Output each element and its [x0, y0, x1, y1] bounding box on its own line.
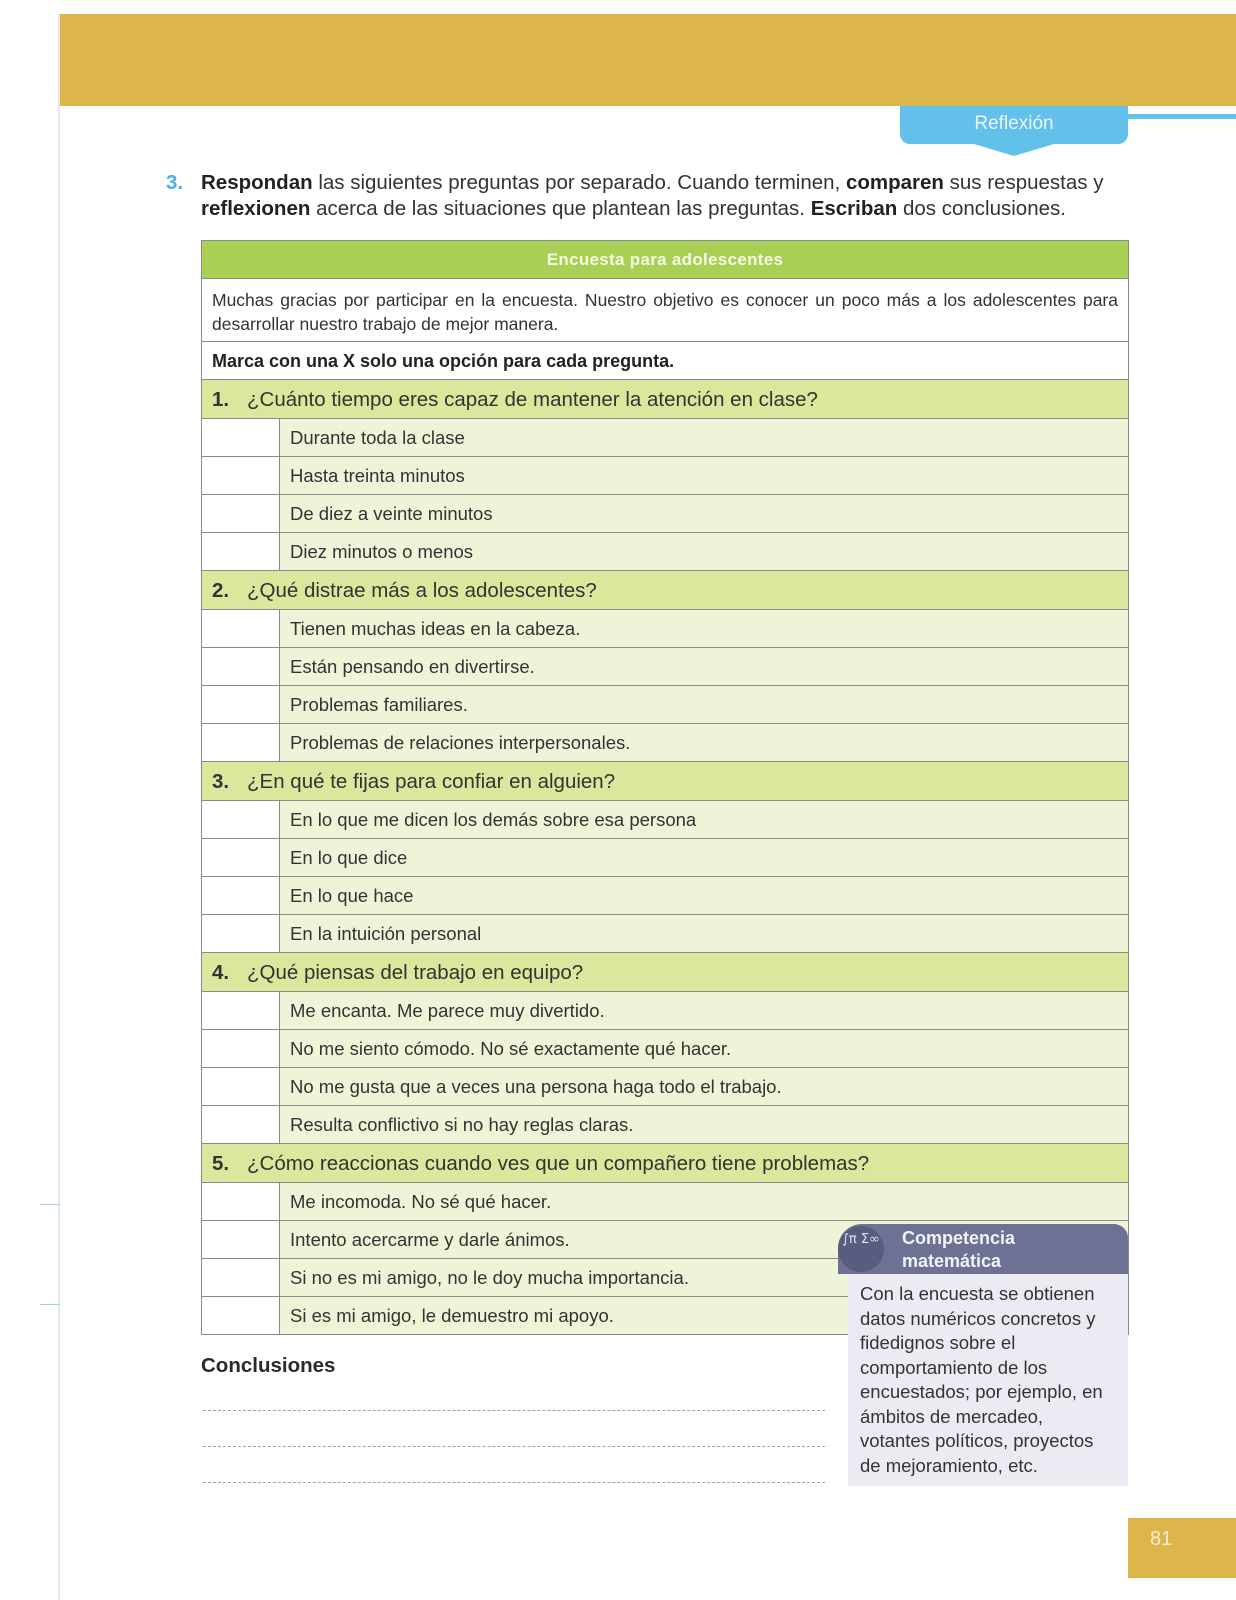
margin-mark: [40, 1304, 60, 1305]
answer-checkbox[interactable]: [202, 648, 280, 685]
option-row: [202, 992, 1128, 1030]
option-row: [202, 533, 1128, 571]
option-label: Resulta conflictivo si no hay reglas claras.: [280, 1106, 1128, 1143]
option-row: [202, 839, 1128, 877]
option-label: En lo que me dicen los demás sobre esa persona: [280, 801, 1128, 838]
answer-checkbox[interactable]: [202, 1106, 280, 1143]
option-label: No me gusta que a veces una persona haga todo el trabajo.: [280, 1068, 1128, 1105]
question-header: [202, 1144, 1128, 1183]
option-row: [202, 495, 1128, 533]
answer-checkbox[interactable]: [202, 495, 280, 532]
instruction-text: sus respuestas y: [943, 171, 1104, 194]
answer-checkbox[interactable]: [202, 992, 280, 1029]
option-label: Problemas de relaciones interpersonales.: [280, 724, 1128, 761]
option-row: [202, 648, 1128, 686]
option-row: [202, 610, 1128, 648]
option-label: En la intuición personal: [280, 915, 1128, 952]
question-text: ¿Qué piensas del trabajo en equipo?: [247, 961, 584, 984]
option-row: [202, 457, 1128, 495]
question-number: 1.: [212, 388, 230, 411]
question-number: 2.: [212, 579, 230, 602]
answer-checkbox[interactable]: [202, 1259, 280, 1296]
answer-checkbox[interactable]: [202, 1030, 280, 1067]
option-row: [202, 1106, 1128, 1144]
conclusion-line[interactable]: [203, 1410, 825, 1411]
option-row: [202, 419, 1128, 457]
instruction-text: acerca de las situaciones que plantean las preguntas.: [310, 197, 811, 220]
answer-checkbox[interactable]: [202, 724, 280, 761]
survey-instruction: Marca con una X solo una opción para cada pregunta.: [202, 342, 1128, 380]
question-header: [202, 571, 1128, 610]
answer-checkbox[interactable]: [202, 1297, 280, 1334]
section-tab: [900, 106, 1128, 144]
option-label: En lo que hace: [280, 877, 1128, 914]
answer-checkbox[interactable]: [202, 533, 280, 570]
activity-number: 3.: [166, 171, 184, 194]
option-label: En lo que dice: [280, 839, 1128, 876]
question-text: ¿En qué te fijas para confiar en alguien?: [247, 770, 616, 793]
activity-instructions: [166, 170, 1136, 222]
option-label: Tienen muchas ideas en la cabeza.: [280, 610, 1128, 647]
option-row: [202, 1068, 1128, 1106]
competence-body: Con la encuesta se obtienen datos numéricos concretos y fidedignos sobre el comportamiento de los encuestados; por ejemplo, en ámbitos de mercadeo, votantes políticos, proyectos de mejoramiento, etc.: [848, 1274, 1128, 1486]
answer-checkbox[interactable]: [202, 915, 280, 952]
option-row: [202, 1183, 1128, 1221]
option-label: De diez a veinte minutos: [280, 495, 1128, 532]
question-text: ¿Qué distrae más a los adolescentes?: [247, 579, 597, 602]
top-color-band: [60, 14, 1236, 106]
answer-checkbox[interactable]: [202, 419, 280, 456]
instruction-verb: Escriban: [810, 197, 898, 220]
option-row: [202, 877, 1128, 915]
option-label: No me siento cómodo. No sé exactamente qué hacer.: [280, 1030, 1128, 1067]
answer-checkbox[interactable]: [202, 1183, 280, 1220]
option-label: Diez minutos o menos: [280, 533, 1128, 570]
margin-mark: [40, 1204, 60, 1205]
option-label: Hasta treinta minutos: [280, 457, 1128, 494]
competence-title-line: matemática: [902, 1251, 1002, 1271]
competence-title-line: Competencia: [902, 1228, 1016, 1248]
option-label: Si es mi amigo, le demuestro mi apoyo.: [280, 1297, 1128, 1334]
option-label: Durante toda la clase: [280, 419, 1128, 456]
instruction-verb: comparen: [845, 171, 944, 194]
option-row: [202, 801, 1128, 839]
option-label: Problemas familiares.: [280, 686, 1128, 723]
section-tab-label: Reflexión: [974, 113, 1054, 134]
survey-intro: Muchas gracias por participar en la encuesta. Nuestro objetivo es conocer un poco más a los adolescentes para desarrollar nuestro trabajo de mejor manera.: [202, 279, 1128, 342]
question-text: ¿Cómo reaccionas cuando ves que un compañero tiene problemas?: [247, 1152, 870, 1175]
option-label: Si no es mi amigo, no le doy mucha importancia.: [280, 1259, 1128, 1296]
question-header: [202, 953, 1128, 992]
instruction-text: las siguientes preguntas por separado. Cuando terminen,: [312, 171, 846, 194]
option-label: Me encanta. Me parece muy divertido.: [280, 992, 1128, 1029]
survey-title: Encuesta para adolescentes: [202, 241, 1128, 279]
answer-checkbox[interactable]: [202, 610, 280, 647]
page-number: [1128, 1518, 1236, 1578]
answer-checkbox[interactable]: [202, 457, 280, 494]
option-row: [202, 724, 1128, 762]
option-row: [202, 686, 1128, 724]
option-label: Me incomoda. No sé qué hacer.: [280, 1183, 1128, 1220]
page-left-edge: [58, 14, 60, 1600]
conclusion-line[interactable]: [203, 1482, 825, 1483]
conclusion-line[interactable]: [203, 1446, 825, 1447]
question-number: 5.: [212, 1152, 230, 1175]
option-label: Intento acercarme y darle ánimos.: [280, 1221, 1128, 1258]
instruction-text: dos conclusiones.: [897, 197, 1066, 220]
answer-checkbox[interactable]: [202, 1068, 280, 1105]
question-header: [202, 762, 1128, 801]
competence-header: [838, 1224, 1128, 1274]
question-text: ¿Cuánto tiempo eres capaz de mantener la atención en clase?: [247, 388, 818, 411]
page-number-label: 81: [1150, 1528, 1173, 1550]
answer-checkbox[interactable]: [202, 686, 280, 723]
competence-title: [902, 1227, 1015, 1273]
question-number: 3.: [212, 770, 230, 793]
instruction-verb: Respondan: [201, 171, 313, 194]
survey-table: [201, 240, 1129, 1335]
section-tab-line: [1128, 114, 1236, 119]
answer-checkbox[interactable]: [202, 1221, 280, 1258]
answer-checkbox[interactable]: [202, 801, 280, 838]
conclusions-title: Conclusiones: [201, 1354, 336, 1377]
math-symbols-icon: ∫π Σ∞: [838, 1226, 884, 1272]
question-header: [202, 380, 1128, 419]
instruction-verb: reflexionen: [201, 197, 311, 220]
option-row: [202, 915, 1128, 953]
question-number: 4.: [212, 961, 230, 984]
option-row: [202, 1030, 1128, 1068]
survey-questions: [202, 380, 1128, 1335]
option-label: Están pensando en divertirse.: [280, 648, 1128, 685]
activity-text: [201, 170, 1136, 222]
answer-checkbox[interactable]: [202, 839, 280, 876]
answer-checkbox[interactable]: [202, 877, 280, 914]
